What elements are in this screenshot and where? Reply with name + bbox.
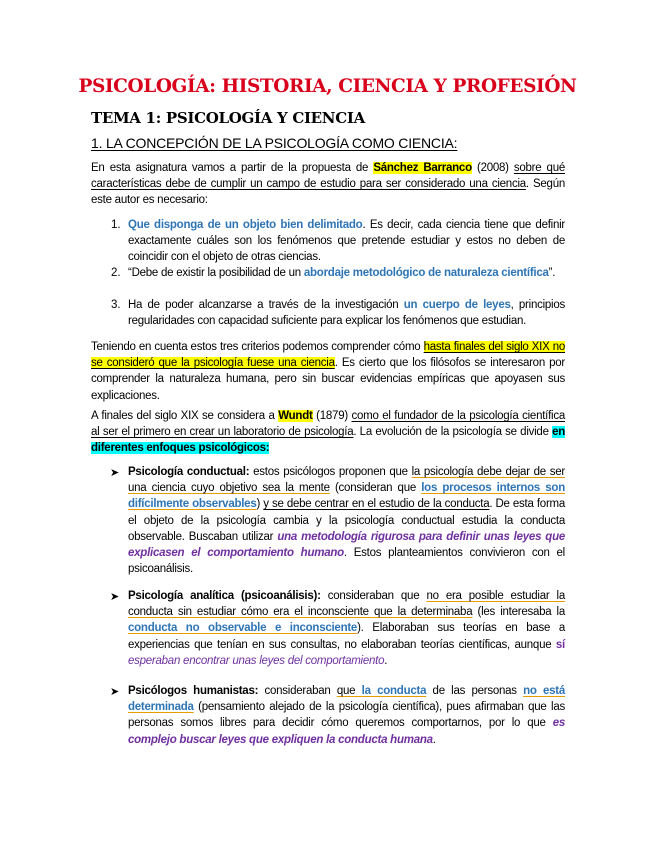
arrow-bullet-icon: ➤ (110, 686, 120, 698)
arrow-bullet-icon: ➤ (110, 467, 120, 479)
century-highlight: hasta finales del siglo XIX no se consideró que la psicología fuese una ciencia (91, 341, 565, 370)
list-number: 3. (111, 299, 121, 311)
bullet-humanistas: Psicólogos humanistas: consideraban que la conducta de las personas no está determinada (pensamiento alejado de la psicología científica), pues afirmaban que las personas somos libres para decidir cómo queremos comportarnos, por lo que es complejo buscar leyes que expliquen la conducta humana. (128, 685, 565, 746)
list-item: Que disponga de un objeto bien delimitado. Es decir, cada ciencia tiene que definir exactamente cuáles son los fenómenos que pretende estudiar y estos no deben de coincidir con el objeto de otras ciencias. (128, 219, 565, 264)
bullet-analitica: Psicología analítica (psicoanálisis): consideraban que no era posible estudiar la conducta sin estudiar cómo era el inconsciente que la determinaba (les interesaba la conducta no observable e inconsciente). Elaboraban sus teorías en base a experiencias que tenían en sus consultas, no elaboraban teorías científicas, aunque sí esperaban encontrar unas leyes del comportamiento. (128, 590, 566, 667)
list-number: 2. (111, 267, 121, 279)
arrow-bullet-icon: ➤ (110, 591, 120, 603)
section-heading: 1. LA CONCEPCIÓN DE LA PSICOLOGÍA COMO CIENCIA: (91, 135, 458, 151)
intro-paragraph: En esta asignatura vamos a partir de la propuesta de Sánchez Barranco (2008) sobre qué características debe de cumplir un campo de estudio para ser considerado una ciencia. Según este autor es necesario: (91, 162, 565, 207)
author-highlight: Sánchez Barranco (373, 162, 472, 174)
list-item: “Debe de existir la posibilidad de un abordaje metodológico de naturaleza científica”. (128, 267, 556, 279)
wundt-paragraph: A finales del siglo XIX se considera a Wundt (1879) como el fundador de la psicología científica al ser el primero en crear un laboratorio de psicología. La evolución de la psicología se divide en diferentes enfoques psicológicos: (91, 410, 566, 455)
list-item: Ha de poder alcanzarse a través de la investigación un cuerpo de leyes, principios regularidades con capacidad suficiente para explicar los fenómenos que estudian. (128, 299, 565, 328)
history-paragraph: Teniendo en cuenta estos tres criterios podemos comprender cómo hasta finales del siglo XIX no se consideró que la psicología fuese una ciencia. Es cierto que los filósofos se interesaron por comprender la naturaleza humana, pero sin buscar evidencias empíricas que apoyasen sus explicaciones. (91, 341, 565, 402)
approaches-highlight: en diferentes enfoques psicológicos: (91, 426, 566, 455)
document-title: PSICOLOGÍA: HISTORIA, CIENCIA Y PROFESIÓN (78, 76, 577, 97)
list-number: 1. (111, 219, 121, 231)
bullet-conductual: Psicología conductual: estos psicólogos proponen que la psicología debe dejar de ser una ciencia cuyo objetivo sea la mente (consideran que los procesos internos son difícilmente observables) y se debe centrar en el estudio de la conducta. De esta forma el objeto de la psicología cambia y la psicología conductual estudia la conducta observable. Buscaban utilizar una metodología rigurosa para definir unas leyes que explicasen el comportamiento humano. Estos planteamientos convivieron con el psicoanálisis. (128, 466, 565, 576)
wundt-highlight: Wundt (278, 410, 313, 422)
topic-heading: TEMA 1: PSICOLOGÍA Y CIENCIA (91, 109, 365, 127)
